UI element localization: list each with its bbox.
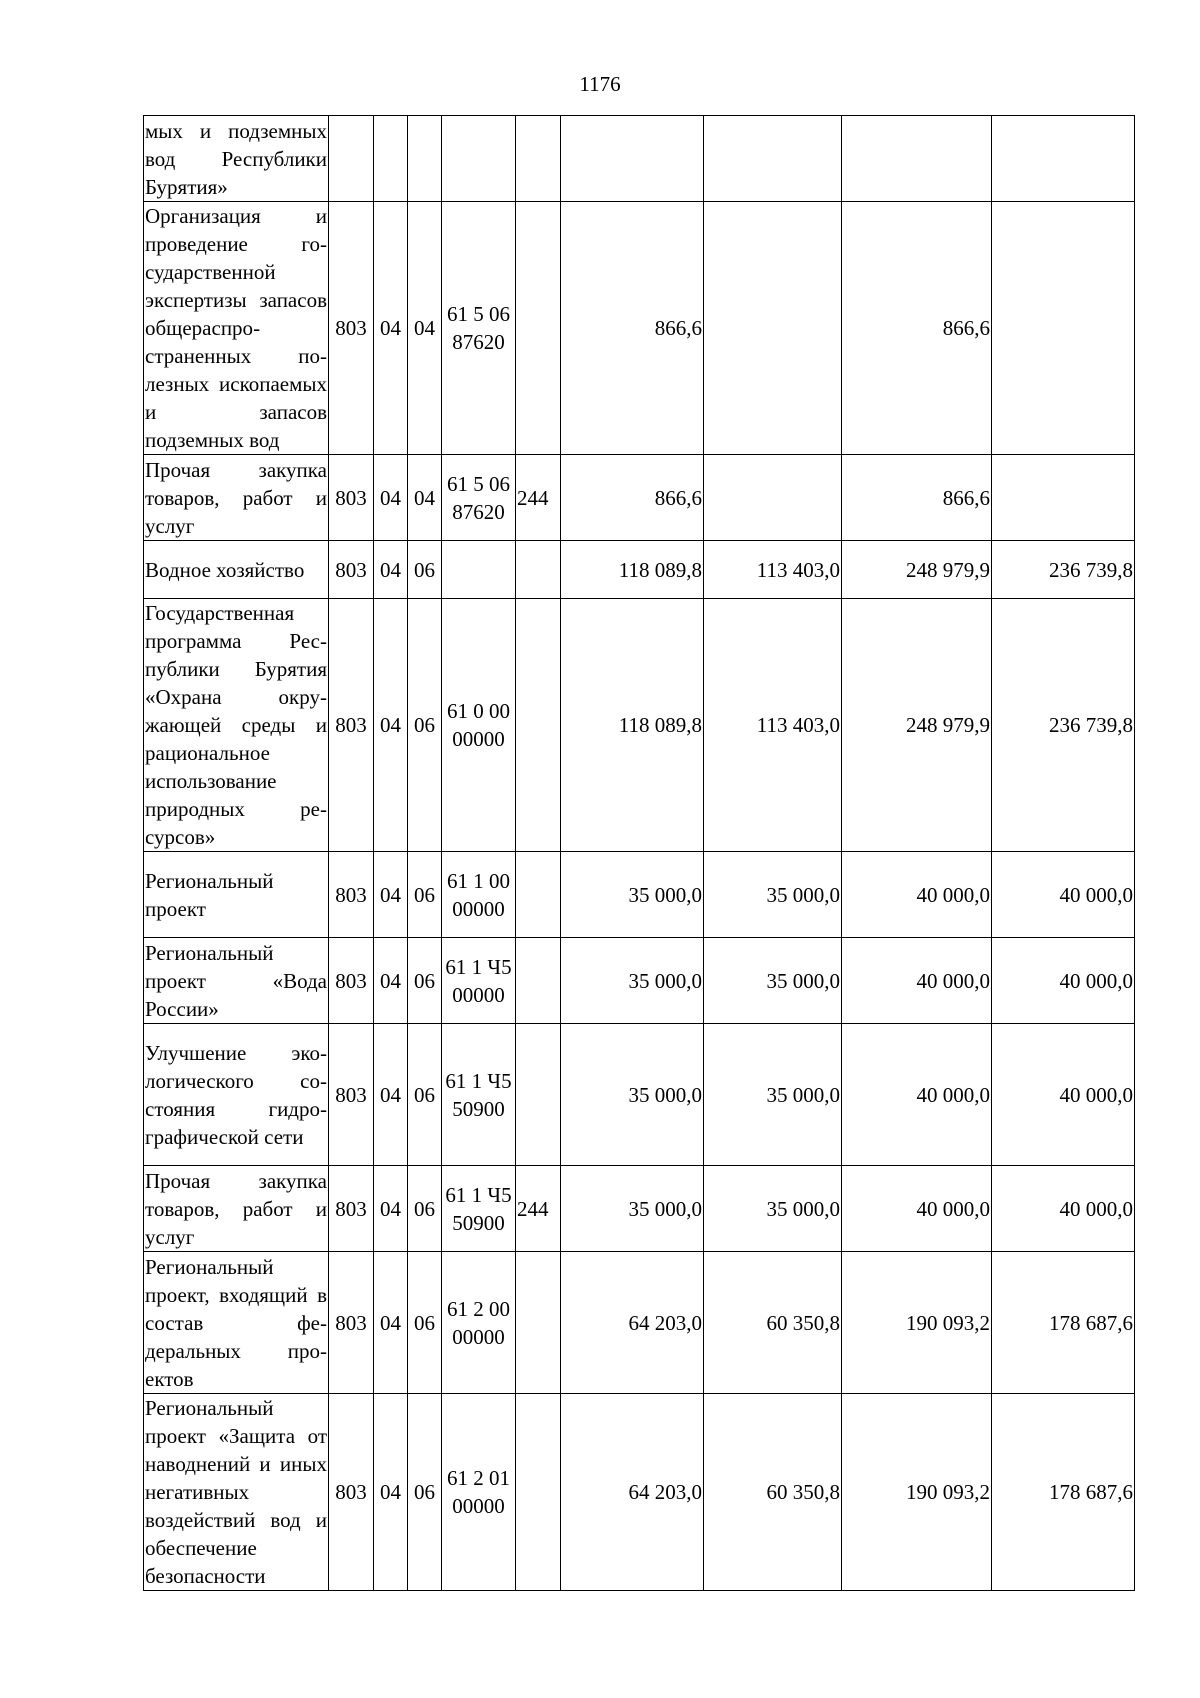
expense-type-cell bbox=[516, 1024, 561, 1166]
amount-2-cell: 113 403,0 bbox=[704, 541, 842, 599]
grbs-code-cell bbox=[329, 116, 374, 202]
amount-2-cell bbox=[704, 116, 842, 202]
expense-type-cell bbox=[516, 599, 561, 852]
amount-1-cell: 35 000,0 bbox=[561, 1024, 704, 1166]
amount-1-cell: 35 000,0 bbox=[561, 852, 704, 938]
row-name-cell: Региональный проект «Вода России» bbox=[144, 938, 329, 1024]
grbs-code-cell: 803 bbox=[329, 938, 374, 1024]
subsection-code-cell bbox=[408, 116, 442, 202]
amount-3-cell bbox=[842, 116, 992, 202]
amount-3-cell: 190 093,2 bbox=[842, 1394, 992, 1591]
amount-2-cell: 35 000,0 bbox=[704, 938, 842, 1024]
amount-1-cell: 118 089,8 bbox=[561, 599, 704, 852]
amount-4-cell: 40 000,0 bbox=[992, 1024, 1135, 1166]
subsection-code-cell: 06 bbox=[408, 1166, 442, 1252]
amount-3-cell: 40 000,0 bbox=[842, 938, 992, 1024]
amount-3-cell: 40 000,0 bbox=[842, 1166, 992, 1252]
amount-1-cell: 35 000,0 bbox=[561, 938, 704, 1024]
row-name-cell: Региональный проект, входящий в состав федеральных проектов bbox=[144, 1252, 329, 1394]
section-code-cell: 04 bbox=[374, 1394, 408, 1591]
table-row bbox=[144, 938, 1135, 1024]
amount-3-cell: 866,6 bbox=[842, 202, 992, 455]
section-code-cell bbox=[374, 116, 408, 202]
amount-2-cell: 35 000,0 bbox=[704, 1166, 842, 1252]
amount-4-cell: 236 739,8 bbox=[992, 599, 1135, 852]
row-name-cell: Улучшение экологического состояния гидрографической сети bbox=[144, 1024, 329, 1166]
target-article-cell bbox=[442, 541, 516, 599]
subsection-code-cell: 06 bbox=[408, 599, 442, 852]
grbs-code-cell: 803 bbox=[329, 1024, 374, 1166]
row-name-cell: Водное хозяйство bbox=[144, 541, 329, 599]
subsection-code-cell: 06 bbox=[408, 1024, 442, 1166]
amount-4-cell: 178 687,6 bbox=[992, 1394, 1135, 1591]
budget-table bbox=[143, 115, 1135, 1591]
table-row bbox=[144, 116, 1135, 202]
target-article-cell: 61 1 Ч5 00000 bbox=[442, 938, 516, 1024]
expense-type-cell bbox=[516, 852, 561, 938]
section-code-cell: 04 bbox=[374, 938, 408, 1024]
table-row bbox=[144, 455, 1135, 541]
expense-type-cell bbox=[516, 1252, 561, 1394]
expense-type-cell bbox=[516, 541, 561, 599]
amount-4-cell: 40 000,0 bbox=[992, 1166, 1135, 1252]
subsection-code-cell: 06 bbox=[408, 1252, 442, 1394]
amount-2-cell: 60 350,8 bbox=[704, 1394, 842, 1591]
amount-4-cell bbox=[992, 116, 1135, 202]
table-row bbox=[144, 1166, 1135, 1252]
row-name-cell: Государственная программа Республики Бурятия «Охрана окружающей среды и рациональное использование природных ресурсов» bbox=[144, 599, 329, 852]
amount-4-cell: 178 687,6 bbox=[992, 1252, 1135, 1394]
expense-type-cell: 244 bbox=[516, 1166, 561, 1252]
expense-type-cell bbox=[516, 1394, 561, 1591]
grbs-code-cell: 803 bbox=[329, 1166, 374, 1252]
amount-4-cell bbox=[992, 455, 1135, 541]
grbs-code-cell: 803 bbox=[329, 202, 374, 455]
subsection-code-cell: 04 bbox=[408, 455, 442, 541]
amount-2-cell bbox=[704, 455, 842, 541]
row-name-cell: Прочая закупка товаров, работ и услуг bbox=[144, 455, 329, 541]
amount-1-cell: 118 089,8 bbox=[561, 541, 704, 599]
row-name-cell: Прочая закупка товаров, работ и услуг bbox=[144, 1166, 329, 1252]
amount-2-cell: 113 403,0 bbox=[704, 599, 842, 852]
expense-type-cell bbox=[516, 116, 561, 202]
amount-2-cell bbox=[704, 202, 842, 455]
amount-1-cell: 35 000,0 bbox=[561, 1166, 704, 1252]
subsection-code-cell: 06 bbox=[408, 938, 442, 1024]
table-row bbox=[144, 1024, 1135, 1166]
grbs-code-cell: 803 bbox=[329, 541, 374, 599]
target-article-cell: 61 1 Ч5 50900 bbox=[442, 1024, 516, 1166]
subsection-code-cell: 06 bbox=[408, 541, 442, 599]
row-name-cell: мых и подземных вод Республики Бурятия» bbox=[144, 116, 329, 202]
amount-4-cell: 40 000,0 bbox=[992, 938, 1135, 1024]
amount-1-cell: 64 203,0 bbox=[561, 1394, 704, 1591]
section-code-cell: 04 bbox=[374, 202, 408, 455]
target-article-cell: 61 0 00 00000 bbox=[442, 599, 516, 852]
amount-4-cell bbox=[992, 202, 1135, 455]
target-article-cell: 61 2 00 00000 bbox=[442, 1252, 516, 1394]
subsection-code-cell: 04 bbox=[408, 202, 442, 455]
table-row bbox=[144, 599, 1135, 852]
amount-1-cell bbox=[561, 116, 704, 202]
page-number: 1176 bbox=[579, 72, 621, 96]
table-row bbox=[144, 1394, 1135, 1591]
grbs-code-cell: 803 bbox=[329, 1394, 374, 1591]
amount-3-cell: 248 979,9 bbox=[842, 599, 992, 852]
section-code-cell: 04 bbox=[374, 852, 408, 938]
section-code-cell: 04 bbox=[374, 599, 408, 852]
amount-3-cell: 190 093,2 bbox=[842, 1252, 992, 1394]
grbs-code-cell: 803 bbox=[329, 1252, 374, 1394]
expense-type-cell bbox=[516, 938, 561, 1024]
amount-2-cell: 60 350,8 bbox=[704, 1252, 842, 1394]
row-name-cell: Региональный проект «Защита от наводнений и иных негативных воздействий вод и обеспечение безопасности bbox=[144, 1394, 329, 1591]
amount-4-cell: 236 739,8 bbox=[992, 541, 1135, 599]
expense-type-cell: 244 bbox=[516, 455, 561, 541]
amount-3-cell: 40 000,0 bbox=[842, 1024, 992, 1166]
section-code-cell: 04 bbox=[374, 1252, 408, 1394]
grbs-code-cell: 803 bbox=[329, 599, 374, 852]
grbs-code-cell: 803 bbox=[329, 455, 374, 541]
amount-2-cell: 35 000,0 bbox=[704, 1024, 842, 1166]
target-article-cell: 61 1 00 00000 bbox=[442, 852, 516, 938]
section-code-cell: 04 bbox=[374, 455, 408, 541]
section-code-cell: 04 bbox=[374, 541, 408, 599]
target-article-cell: 61 1 Ч5 50900 bbox=[442, 1166, 516, 1252]
grbs-code-cell: 803 bbox=[329, 852, 374, 938]
expense-type-cell bbox=[516, 202, 561, 455]
section-code-cell: 04 bbox=[374, 1024, 408, 1166]
amount-3-cell: 248 979,9 bbox=[842, 541, 992, 599]
amount-3-cell: 40 000,0 bbox=[842, 852, 992, 938]
target-article-cell: 61 5 06 87620 bbox=[442, 455, 516, 541]
row-name-cell: Организация и проведение государственной экспертизы запасов общераспространенных полезных ископаемых и запасов подземных вод bbox=[144, 202, 329, 455]
table-row bbox=[144, 1252, 1135, 1394]
amount-1-cell: 64 203,0 bbox=[561, 1252, 704, 1394]
amount-1-cell: 866,6 bbox=[561, 202, 704, 455]
subsection-code-cell: 06 bbox=[408, 852, 442, 938]
amount-1-cell: 866,6 bbox=[561, 455, 704, 541]
target-article-cell: 61 5 06 87620 bbox=[442, 202, 516, 455]
amount-2-cell: 35 000,0 bbox=[704, 852, 842, 938]
amount-3-cell: 866,6 bbox=[842, 455, 992, 541]
section-code-cell: 04 bbox=[374, 1166, 408, 1252]
target-article-cell: 61 2 01 00000 bbox=[442, 1394, 516, 1591]
subsection-code-cell: 06 bbox=[408, 1394, 442, 1591]
amount-4-cell: 40 000,0 bbox=[992, 852, 1135, 938]
target-article-cell bbox=[442, 116, 516, 202]
row-name-cell: Региональный проект bbox=[144, 852, 329, 938]
table-row bbox=[144, 541, 1135, 599]
table-row bbox=[144, 202, 1135, 455]
table-row bbox=[144, 852, 1135, 938]
